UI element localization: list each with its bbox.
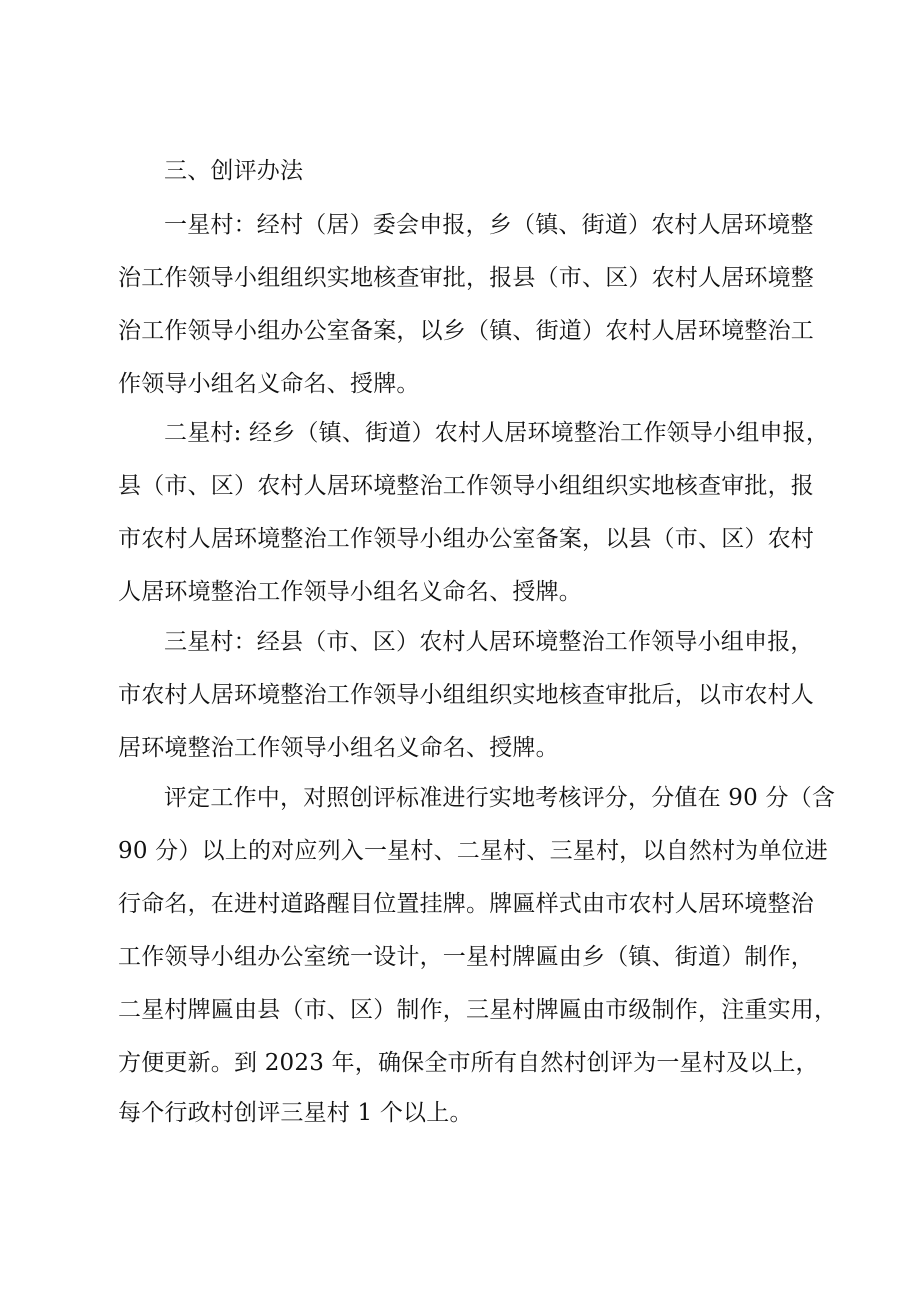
paragraph-2-line-1: 二星村: 经乡（镇、街道）农村人居环境整治工作领导小组申报， (164, 420, 830, 446)
paragraph-4-line-4: 工作领导小组办公室统一设计，一星村牌匾由乡（镇、街道）制作， (118, 944, 814, 970)
paragraph-4-line-7: 每个行政村创评三星村 1 个以上。 (118, 1100, 473, 1126)
paragraph-4-line-2: 90 分）以上的对应列入一星村、二星村、三星村，以自然村为单位进 (118, 838, 828, 864)
paragraph-1-line-3: 治工作领导小组办公室备案，以乡（镇、街道）农村人居环境整治工 (118, 318, 814, 344)
paragraph-2-line-3: 市农村人居环境整治工作领导小组办公室备案，以县（市、区）农村 (118, 526, 814, 552)
paragraph-3-line-3: 居环境整治工作领导小组名义命名、授牌。 (118, 735, 559, 761)
paragraph-3-line-1: 三星村：经县（市、区）农村人居环境整治工作领导小组申报， (164, 629, 814, 655)
paragraph-3-line-2: 市农村人居环境整治工作领导小组组织实地核查审批后，以市农村人 (118, 682, 814, 708)
section-heading: 三、创评办法 (164, 158, 304, 184)
paragraph-1-line-4: 作领导小组名义命名、授牌。 (118, 371, 420, 397)
paragraph-1-line-1: 一星村：经村（居）委会申报，乡（镇、街道）农村人居环境整 (164, 212, 814, 238)
paragraph-4-line-6: 方便更新。到 2023 年，确保全市所有自然村创评为一星村及以上， (118, 1050, 819, 1076)
paragraph-4-line-5: 二星村牌匾由县（市、区）制作，三星村牌匾由市级制作，注重实用， (118, 997, 838, 1023)
paragraph-2-line-2: 县（市、区）农村人居环境整治工作领导小组组织实地核查审批，报 (118, 473, 814, 499)
paragraph-1-line-2: 治工作领导小组组织实地核查审批，报县（市、区）农村人居环境整 (118, 265, 814, 291)
paragraph-4-line-3: 行命名，在进村道路醒目位置挂牌。牌匾样式由市农村人居环境整治 (118, 891, 814, 917)
paragraph-2-line-4: 人居环境整治工作领导小组名义命名、授牌。 (118, 579, 582, 605)
paragraph-4-line-1: 评定工作中，对照创评标准进行实地考核评分，分值在 90 分（含 (164, 785, 836, 811)
